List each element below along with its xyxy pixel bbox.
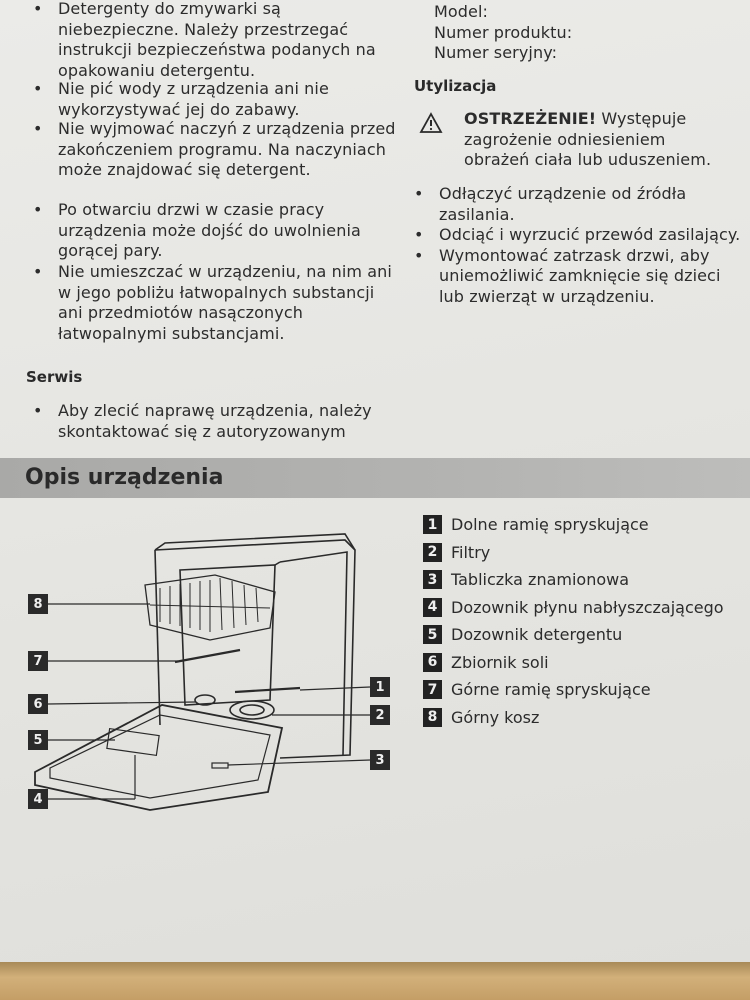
- legend-item: [423, 676, 724, 704]
- legend-number: 6: [423, 653, 442, 672]
- callout-6: 6: [28, 694, 48, 714]
- rating-plate: [212, 763, 228, 768]
- callout-3: 3: [370, 750, 390, 770]
- callout-4: 4: [28, 789, 48, 809]
- safety-item-text: Nie wyjmować naczyń z urządzenia przed zakończeniem programu. Na naczyniach może znajdować się detergent.: [58, 119, 396, 179]
- service-list: [24, 401, 404, 442]
- safety-item: [24, 0, 404, 79]
- disposal-item: [405, 246, 745, 308]
- callout-5: 5: [28, 730, 48, 750]
- legend-label: Górne ramię spryskujące: [451, 680, 651, 700]
- filter: [230, 701, 274, 719]
- lower-spray-arm: [235, 688, 300, 692]
- wooden-table: [0, 962, 750, 1000]
- cabinet-right-face: [280, 552, 347, 755]
- disposal-item-text: Odłączyć urządzenie od źródła zasilania.: [439, 184, 687, 224]
- warning-block: [464, 109, 734, 171]
- cabinet-inner-back: [180, 565, 275, 705]
- legend-item: [423, 539, 724, 567]
- legend-number: 7: [423, 680, 442, 699]
- safety-item-text: Po otwarciu drzwi w czasie pracy urządzenia może dojść do uwolnienia gorącej pary.: [58, 200, 361, 260]
- dishwasher-diagram: [0, 510, 420, 820]
- legend-item: [423, 511, 724, 539]
- safety-item: [24, 79, 404, 119]
- callout-2: 2: [370, 705, 390, 725]
- safety-item: [24, 262, 404, 344]
- disposal-item-text: Odciąć i wyrzucić przewód zasilający.: [439, 225, 741, 244]
- warning-label: OSTRZEŻENIE!: [464, 109, 597, 128]
- safety-item-text: Nie umieszczać w urządzeniu, na nim ani w jego pobliżu łatwopalnych substancji ani przedmiotów nasączonych łatwopalnymi substancjami.: [58, 262, 392, 343]
- field-product-number: Numer produktu:: [434, 22, 573, 42]
- warning-icon: [419, 112, 443, 134]
- upper-spray-arm: [175, 650, 240, 662]
- service-item-text: Aby zlecić naprawę urządzenia, należy skontaktować się z autoryzowanym: [58, 401, 372, 441]
- legend-number: 1: [423, 515, 442, 534]
- legend-item: [423, 621, 724, 649]
- legend-label: Dozownik płynu nabłyszczającego: [451, 597, 724, 617]
- warning-text: Występuje zagrożenie odniesieniem obrażeń ciała lub uduszeniem.: [464, 109, 712, 169]
- legend-label: Tabliczka znamionowa: [451, 570, 630, 590]
- legend-item: [423, 704, 724, 732]
- disposal-heading: Utylizacja: [414, 77, 497, 95]
- legend-number: 5: [423, 625, 442, 644]
- legend-label: Zbiornik soli: [451, 652, 549, 672]
- detergent-dispenser: [107, 729, 159, 756]
- safety-item-text: Detergenty do zmywarki są niebezpieczne. Należy przestrzegać instrukcji bezpieczeństwa podanych na opakowaniu detergentu.: [58, 0, 376, 80]
- legend-number: 8: [423, 708, 442, 727]
- callout-7: 7: [28, 651, 48, 671]
- legend-number: 4: [423, 598, 442, 617]
- safety-item: [24, 200, 404, 262]
- safety-item: [24, 119, 404, 200]
- disposal-item: [405, 225, 745, 246]
- cabinet-outline: [155, 540, 355, 758]
- cabinet-side-left: [155, 550, 160, 725]
- disposal-item: [405, 184, 745, 225]
- service-item: [24, 401, 404, 442]
- door-inner: [50, 715, 270, 798]
- legend-item: [423, 566, 724, 594]
- product-fields: [434, 2, 734, 64]
- legend-item: [423, 594, 724, 622]
- callout-8: 8: [28, 594, 48, 614]
- legend-label: Górny kosz: [451, 707, 540, 727]
- legend-label: Dolne ramię spryskujące: [451, 515, 649, 535]
- parts-legend: [423, 511, 724, 731]
- legend-label: Dozownik detergentu: [451, 625, 623, 645]
- service-heading: Serwis: [26, 368, 83, 386]
- safety-item-text: Nie pić wody z urządzenia ani nie wykorzystywać jej do zabawy.: [58, 79, 329, 119]
- field-model: Model:: [434, 2, 489, 21]
- disposal-list: [405, 184, 745, 307]
- cabinet-top: [155, 534, 355, 550]
- disposal-item-text: Wymontować zatrzask drzwi, aby uniemożliwić zamknięcie się dzieci lub zwierząt w urządzeniu.: [439, 245, 721, 306]
- legend-number: 2: [423, 543, 442, 562]
- section-title: Opis urządzenia: [25, 465, 224, 490]
- legend-number: 3: [423, 570, 442, 589]
- field-serial-number: Numer seryjny:: [434, 43, 558, 62]
- legend-item: [423, 649, 724, 677]
- callout-1: 1: [370, 677, 390, 697]
- legend-label: Filtry: [451, 542, 491, 562]
- safety-list: [24, 0, 404, 344]
